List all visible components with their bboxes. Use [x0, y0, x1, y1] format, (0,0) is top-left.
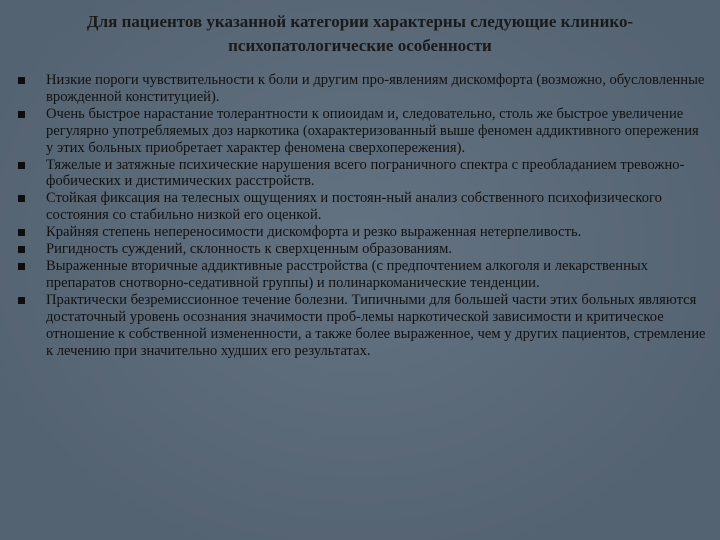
bullet-item [18, 292, 708, 360]
square-bullet-icon [18, 111, 25, 118]
slide-title: Для пациентов указанной категории характерны следующие клинико-психопатологические особенности [86, 12, 634, 55]
square-bullet-icon [18, 263, 25, 270]
square-bullet-icon [18, 195, 25, 202]
bullet-item [18, 72, 708, 106]
bullet-text: Крайняя степень непереносимости дискомфорта и резко выраженная нетерпеливость. [46, 224, 582, 241]
bullet-item [18, 224, 708, 241]
square-bullet-icon [18, 162, 25, 169]
bullet-text: Тяжелые и затяжные психические нарушения всего пограничного спектра с преобладанием тревожно-фобических и дистимических расстройств. [46, 156, 685, 190]
bullet-text: Низкие пороги чувствительности к боли и другим про-явлениям дискомфорта (возможно, обусловленные врожденной конституцией). [46, 72, 705, 105]
square-bullet-icon [18, 246, 25, 253]
bullet-item [18, 106, 708, 157]
bullet-list [18, 72, 708, 359]
square-bullet-icon [18, 77, 25, 84]
bullet-item [18, 258, 708, 292]
square-bullet-icon [18, 297, 25, 304]
bullet-item [18, 241, 708, 258]
bullet-text: Стойкая фиксация на телесных ощущениях и постоян-ный анализ собственного психофизического состояния со стабильно низкой его оценкой. [46, 190, 662, 224]
square-bullet-icon [18, 229, 25, 236]
bullet-item [18, 190, 708, 224]
bullet-text: Практически безремиссионное течение болезни. Типичными для большей части этих больных являются достаточный уровень осознания значимости проб-лемы наркотической зависимости и критическое отношение к собственной измененности, а также более выраженное, чем у других пациентов, стремление к лечению при значительно худших его результатах. [46, 291, 706, 359]
bullet-text: Очень быстрое нарастание толерантности к опиоидам и, следовательно, столь же быстрое увеличение регулярно употребляемых доз наркотика (охарактеризованный выше феномен аддиктивного опережения у этих больных приобретает характер феномена сверхопережения). [46, 105, 699, 156]
bullet-text: Выраженные вторичные аддиктивные расстройства (с предпочтением алкоголя и лекарственных препаратов снотворно-седативной группы) и полинаркоманические тенденции. [46, 257, 648, 291]
bullet-item [18, 157, 708, 191]
bullet-text: Ригидность суждений, склонность к сверхценным образованиям. [46, 241, 453, 258]
